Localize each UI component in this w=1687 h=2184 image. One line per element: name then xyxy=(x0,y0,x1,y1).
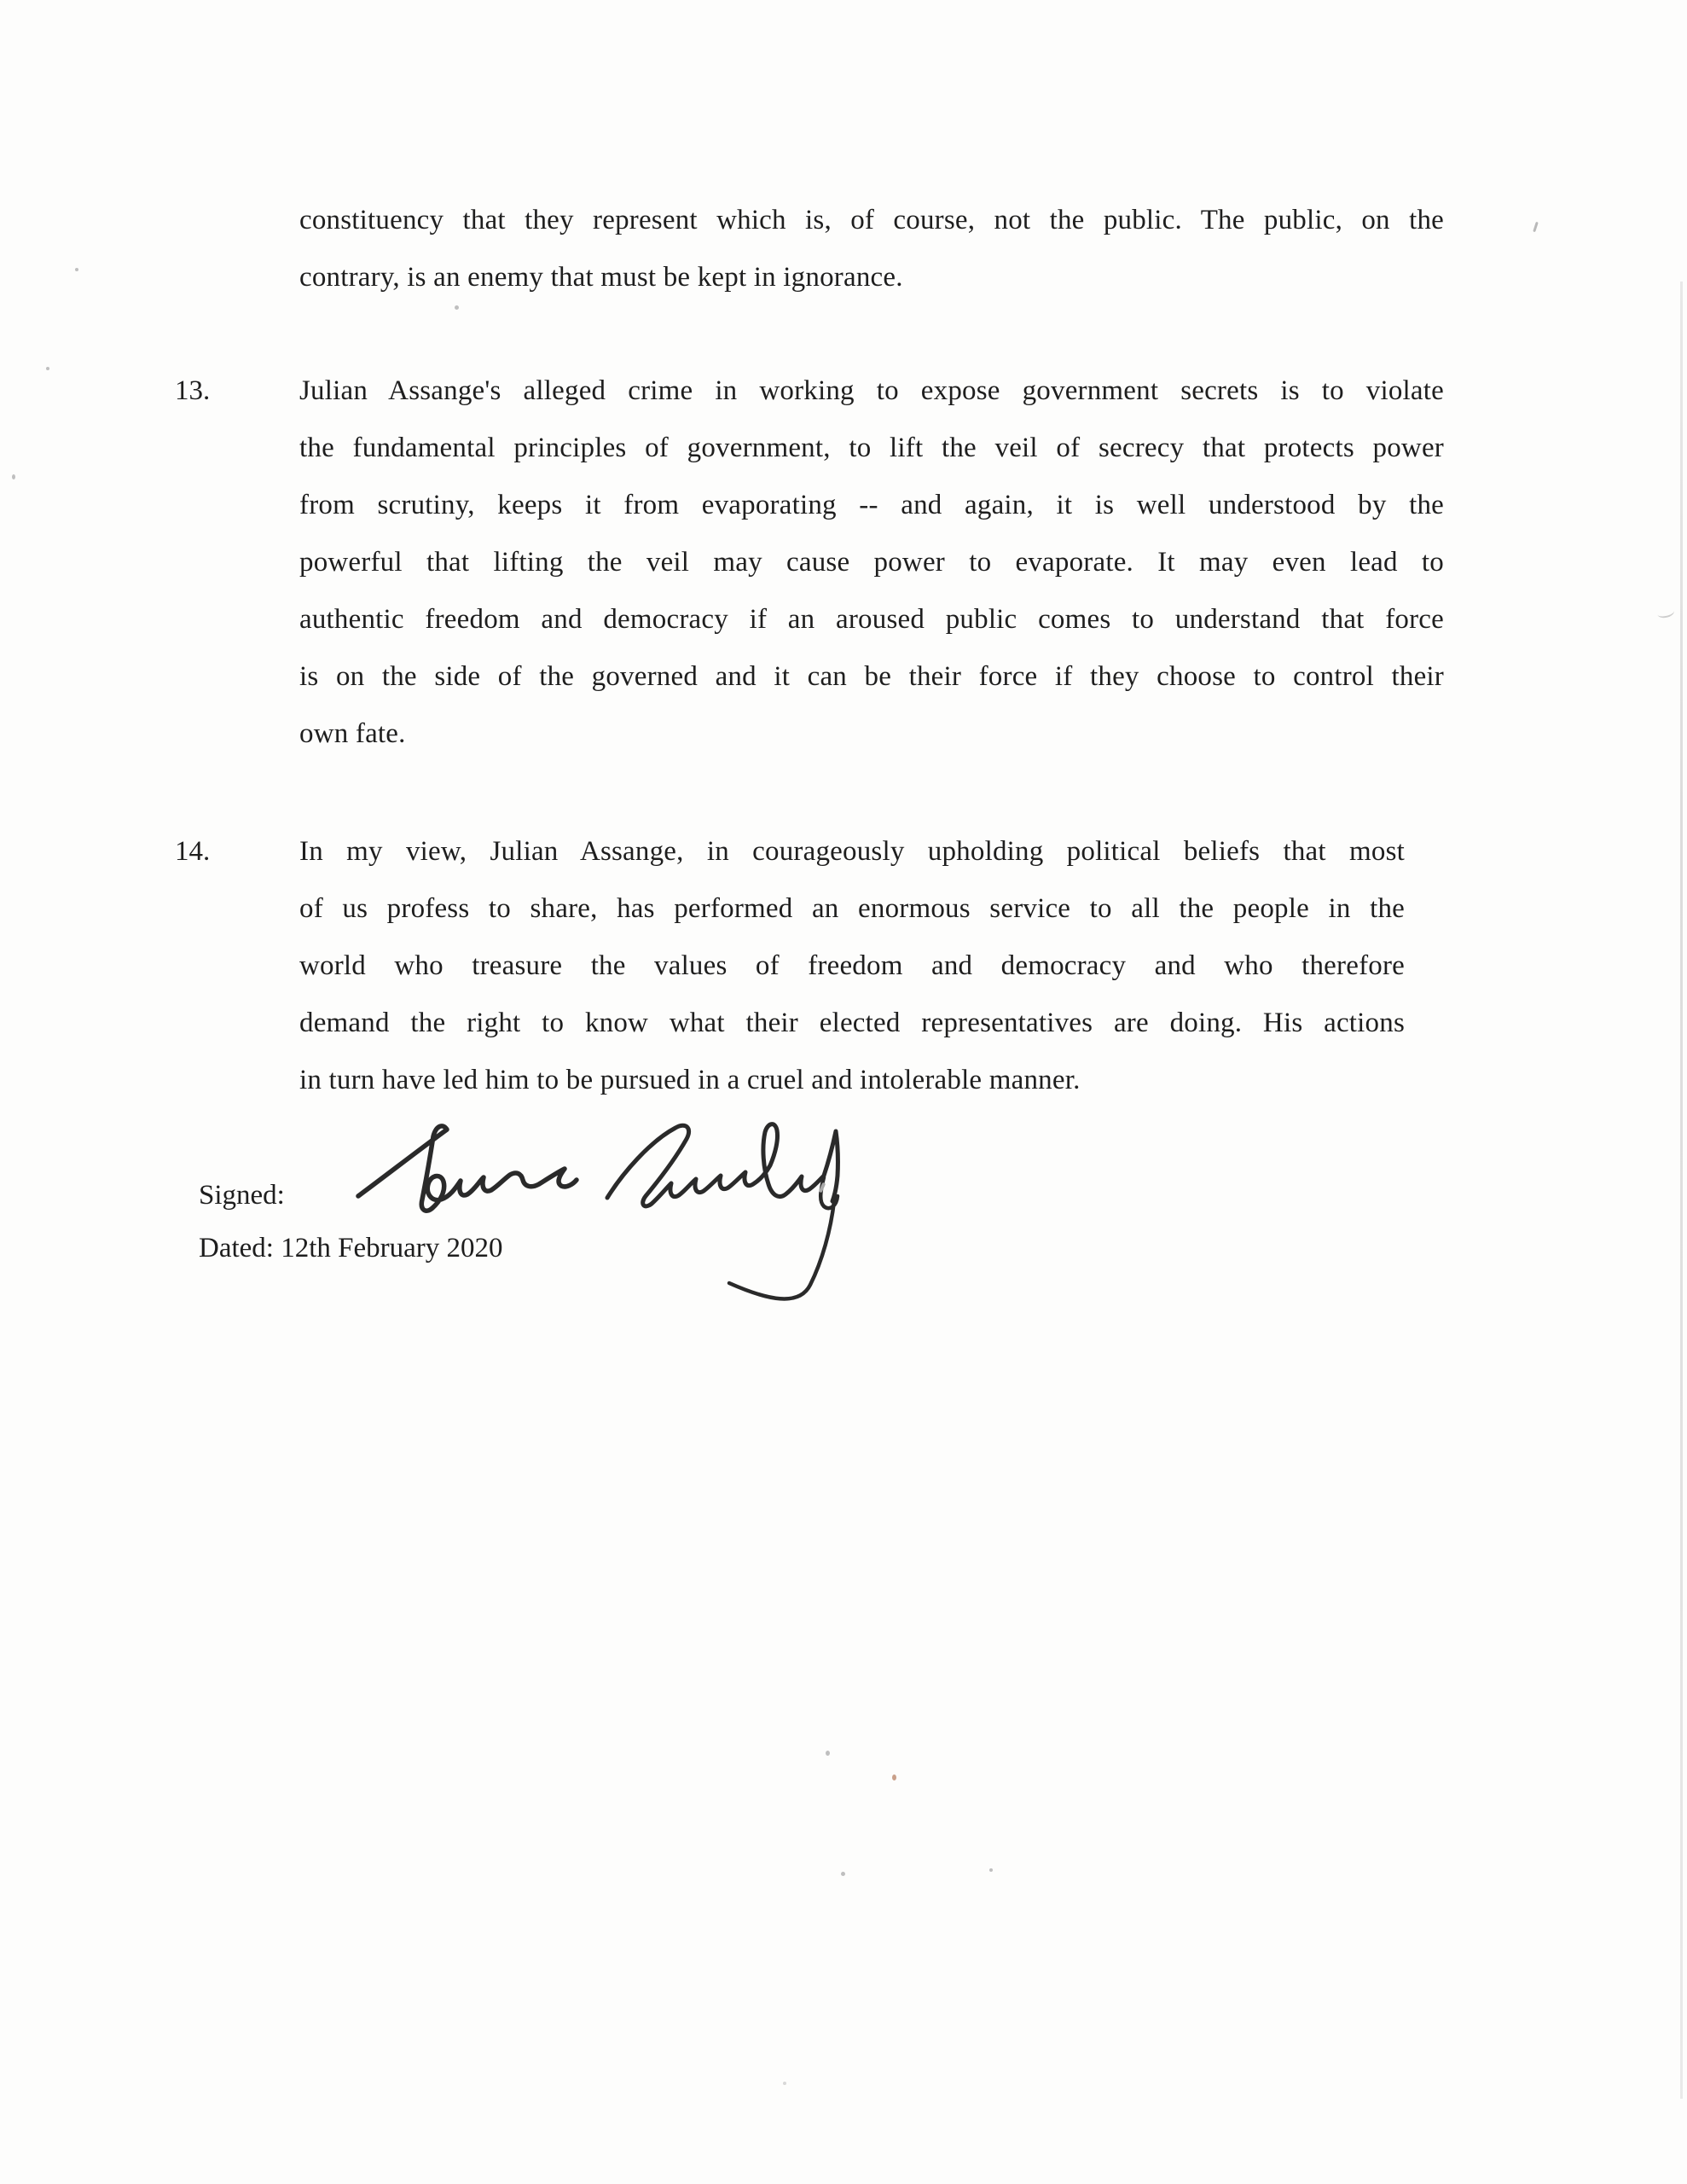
scan-speck xyxy=(1533,222,1539,232)
text-line: from scrutiny, keeps it from evaporating -- and again, it is well understood by the xyxy=(299,490,1444,520)
dated-label: Dated: 12th February 2020 xyxy=(199,1233,503,1263)
paragraph-14 xyxy=(175,823,1405,1109)
text-line: authentic freedom and democracy if an aroused public comes to understand that force xyxy=(299,604,1444,635)
text-line: contrary, is an enemy that must be kept in ignorance. xyxy=(299,262,903,293)
scan-speck xyxy=(826,1751,830,1756)
scan-speck xyxy=(46,367,49,370)
text-line: world who treasure the values of freedom and democracy and who therefore xyxy=(299,950,1405,981)
text-line: the fundamental principles of government, to lift the veil of secrecy that protects power xyxy=(299,433,1444,463)
text-line: powerful that lifting the veil may cause power to evaporate. It may even lead to xyxy=(299,547,1444,578)
scan-speck xyxy=(783,2082,786,2085)
paragraph-continuation xyxy=(299,192,1444,306)
text-line: constituency that they represent which is, of course, not the public. The public, on the xyxy=(299,205,1444,235)
paragraph-number: 14. xyxy=(175,836,211,867)
scan-speck xyxy=(989,1868,993,1872)
scan-speck xyxy=(75,268,78,271)
text-line: In my view, Julian Assange, in courageously upholding political beliefs that most xyxy=(299,836,1405,867)
text-line: own fate. xyxy=(299,718,406,749)
scan-smudge xyxy=(1656,606,1675,619)
scan-edge-artifact xyxy=(1680,282,1683,2099)
noam-chomsky-signature xyxy=(341,1092,887,1382)
text-line: of us profess to share, has performed an enormous service to all the people in the xyxy=(299,893,1405,924)
text-line: is on the side of the governed and it can be their force if they choose to control their xyxy=(299,661,1444,692)
paragraph-number: 13. xyxy=(175,375,211,406)
text-line: Julian Assange's alleged crime in working to expose government secrets is to violate xyxy=(299,375,1444,406)
text-line: in turn have led him to be pursued in a cruel and intolerable manner. xyxy=(299,1065,1081,1095)
scan-speck xyxy=(841,1872,845,1876)
text-line: demand the right to know what their elected representatives are doing. His actions xyxy=(299,1008,1405,1038)
scan-speck xyxy=(12,474,15,479)
paragraph-13 xyxy=(175,363,1444,763)
scan-speck xyxy=(892,1774,896,1780)
signed-label: Signed: xyxy=(199,1180,285,1211)
scan-speck xyxy=(455,305,459,310)
